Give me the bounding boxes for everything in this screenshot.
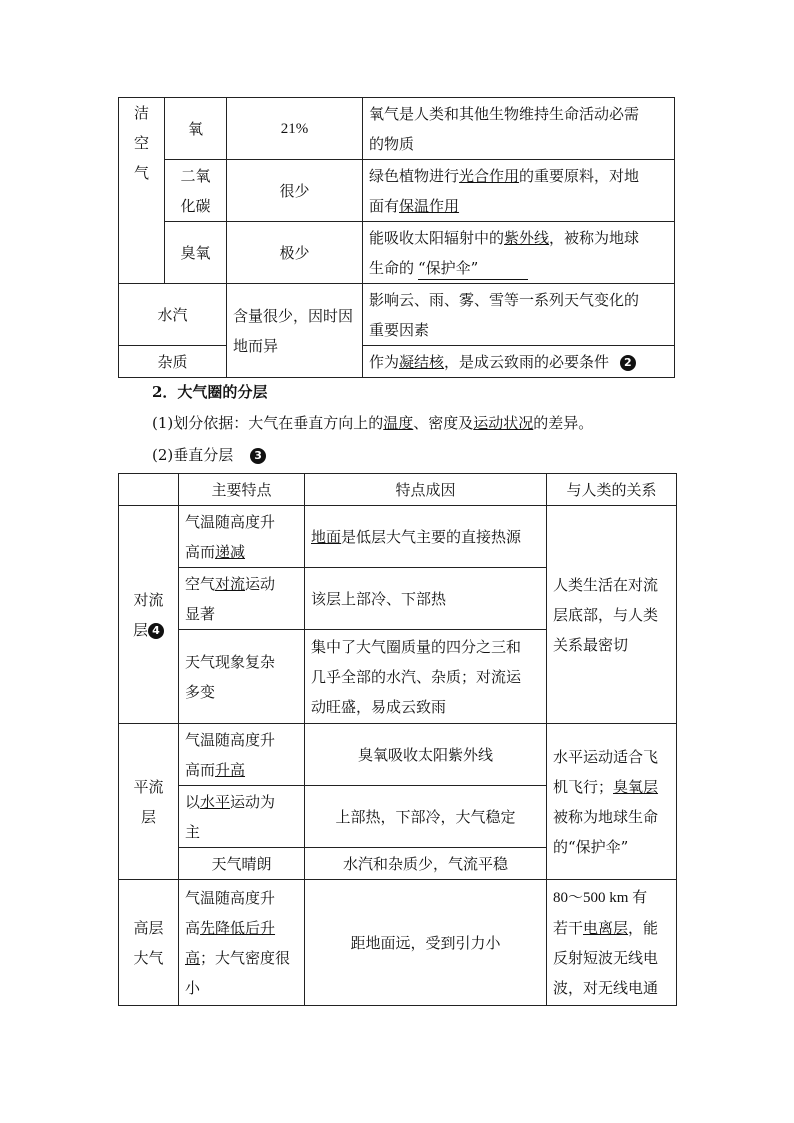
clean-air-label: 洁空气 [119, 98, 165, 284]
ozone-role: 能吸收太阳辐射中的紫外线，被称为地球 生命的 “保护伞” [363, 222, 675, 284]
troposphere-cause-3: 集中了大气圈质量的四分之三和 几乎全部的水汽、杂质；对流运 动旺盛，易成云致雨 [305, 630, 547, 724]
header-relation: 与人类的关系 [547, 474, 677, 506]
section-heading: 2．大气圈的分层 [152, 383, 268, 401]
note-marker-4: 4 [148, 623, 164, 639]
ozone-name: 臭氧 [165, 222, 227, 284]
co2-amount: 很少 [227, 160, 363, 222]
oxygen-amount: 21% [227, 98, 363, 160]
header-features: 主要特点 [179, 474, 305, 506]
atmosphere-layers-table [118, 473, 677, 1006]
upper-atmosphere-feature: 气温随高度升 高先降低后升 高；大气密度很 小 [179, 880, 305, 1006]
note-marker-3: 3 [250, 448, 266, 464]
vapor-role: 影响云、雨、雾、雪等一系列天气变化的 重要因素 [363, 284, 675, 346]
troposphere-feature-2: 空气对流运动 显著 [179, 568, 305, 630]
stratosphere-name: 平流 层 [119, 724, 179, 880]
note-marker-2: 2 [620, 355, 636, 371]
troposphere-relation: 人类生活在对流 层底部，与人类 关系最密切 [547, 506, 677, 724]
impurity-role: 作为凝结核，是成云致雨的必要条件 2 [363, 346, 675, 378]
air-composition-table [118, 97, 675, 378]
troposphere-feature-1: 气温随高度升 高而递减 [179, 506, 305, 568]
stratosphere-feature-2: 以水平运动为 主 [179, 786, 305, 848]
troposphere-cause-1: 地面是低层大气主要的直接热源 [305, 506, 547, 568]
oxygen-role: 氧气是人类和其他生物维持生命活动必需 的物质 [363, 98, 675, 160]
co2-name: 二氧 化碳 [165, 160, 227, 222]
oxygen-name: 氧 [165, 98, 227, 160]
header-blank [119, 474, 179, 506]
stratosphere-cause-3: 水汽和杂质少，气流平稳 [305, 848, 547, 880]
troposphere-cause-2: 该层上部冷、下部热 [305, 568, 547, 630]
division-basis-paragraph: (1)划分依据：大气在垂直方向上的温度、密度及运动状况的差异。 [152, 414, 594, 432]
troposphere-feature-3: 天气现象复杂 多变 [179, 630, 305, 724]
vertical-layers-paragraph: (2)垂直分层 3 [152, 444, 266, 466]
upper-atmosphere-relation: 80～500 km 有 若干电离层，能 反射短波无线电 波，对无线电通 [547, 880, 677, 1006]
stratosphere-cause-1: 臭氧吸收太阳紫外线 [305, 724, 547, 786]
ozone-amount: 极少 [227, 222, 363, 284]
upper-atmosphere-cause: 距地面远，受到引力小 [305, 880, 547, 1006]
vapor-name: 水汽 [119, 284, 227, 346]
stratosphere-feature-1: 气温随高度升 高而升高 [179, 724, 305, 786]
stratosphere-relation: 水平运动适合飞 机飞行；臭氧层 被称为地球生命 的“保护伞” [547, 724, 677, 880]
stratosphere-feature-3: 天气晴朗 [179, 848, 305, 880]
vapor-amount: 含量很少，因时因 地而异 [227, 284, 363, 378]
troposphere-name: 对流 层 4 [119, 506, 179, 724]
impurity-name: 杂质 [119, 346, 227, 378]
stratosphere-cause-2: 上部热，下部冷，大气稳定 [305, 786, 547, 848]
upper-atmosphere-name: 高层 大气 [119, 880, 179, 1006]
header-causes: 特点成因 [305, 474, 547, 506]
co2-role: 绿色植物进行光合作用的重要原料，对地 面有保温作用 [363, 160, 675, 222]
